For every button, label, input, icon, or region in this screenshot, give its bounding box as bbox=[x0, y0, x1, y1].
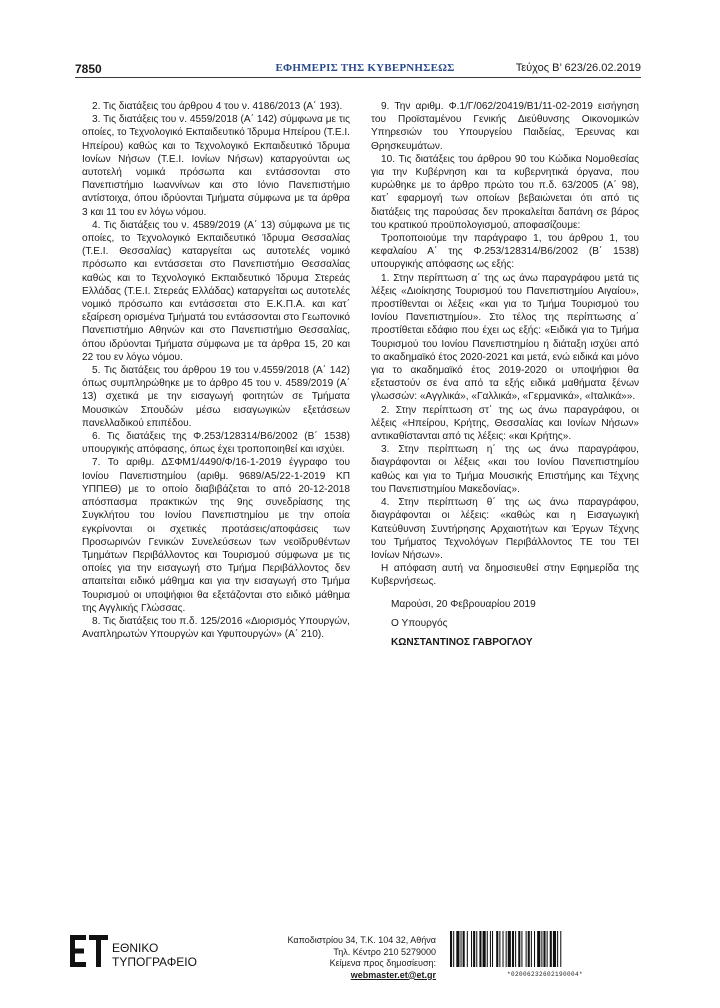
signature-name: ΚΩΝΣΤΑΝΤΙΝΟΣ ΓΑΒΡΟΓΛΟΥ bbox=[391, 636, 533, 648]
email-label: Κείμενα προς δημοσίευση: bbox=[329, 958, 436, 969]
barcode-bar bbox=[456, 931, 459, 967]
barcode-bar bbox=[508, 931, 511, 967]
paragraph: 9. Την αριθμ. Φ.1/Γ/062/20419/Β1/11-02-2019 εισήγηση του Προϊσταμένου Γενικής Διεύθυνσης Οικονομικών Υπηρεσιών του Υπουργείου Παιδείας, Έρευνας και Θρησκευμάτων. bbox=[371, 101, 639, 152]
barcode-bar bbox=[463, 931, 465, 967]
barcode-bar bbox=[467, 931, 468, 967]
paragraph: 2. Τις διατάξεις του άρθρου 4 του ν. 4186/2013 (Α΄ 193). bbox=[92, 101, 343, 112]
barcode-bar bbox=[471, 931, 472, 967]
paragraph: 3. Τις διατάξεις του ν. 4559/2018 (Α΄ 142) σύμφωνα με τις οποίες, το Τεχνολογικό Εκπαιδευτικό Ίδρυμα Ηπείρου (Τ.Ε.Ι. Ηπείρου) καθώς και το Τεχνολογικό Εκπαιδευτικό Ίδρυμα Ιονίων Νήσων (Τ.Ε.Ι. Ιονίων Νήσων) καταργούνται ως αυτοτελή νομικά πρόσωπα και εντάσσονται στο Πανεπιστήμιο Ιωαννίνων και στο Ιόνιο Πανεπιστήμιο αντίστοιχα, όπου ιδρύονται Τμήματα σύμφωνα με τα άρθρα 3 και 11 του εν λόγω νόμου. bbox=[82, 114, 350, 218]
barcode-bar bbox=[492, 931, 493, 967]
right-column bbox=[371, 100, 639, 649]
paragraph: 8. Τις διατάξεις του π.δ. 125/2016 «Διορισμός Υπουργών, Αναπληρωτών Υπουργών και Υφυπουργών» (Α΄ 210). bbox=[82, 615, 350, 641]
phone: Τηλ. Κέντρο 210 5279000 bbox=[333, 946, 436, 957]
barcode-bar bbox=[521, 931, 522, 967]
barcode-bar bbox=[534, 931, 535, 967]
barcode-bar bbox=[506, 931, 507, 967]
barcode-bar bbox=[473, 931, 475, 967]
barcode-bar bbox=[550, 931, 552, 967]
barcode-bar bbox=[557, 931, 558, 967]
barcode-bar bbox=[541, 931, 542, 967]
gazette-title: ΕΦΗΜΕΡΙΣ ΤΗΣ ΚΥΒΕΡΝΗΣΕΩΣ bbox=[275, 62, 455, 74]
barcode-bar bbox=[487, 931, 488, 967]
paragraph: 4. Τις διατάξεις του ν. 4589/2019 (Α΄ 13) σύμφωνα με τις οποίες, το Τεχνολογικό Εκπαιδευτικό Ίδρυμα Θεσσαλίας (Τ.Ε.Ι. Θεσσαλίας) καταργείται ως αυτοτελές νομικό πρόσωπο και εντάσσεται στο Πανεπιστήμιο Θεσσαλίας καθώς και το Τεχνολογικό Εκπαιδευτικό Ίδρυμα Στερεάς Ελλάδας (Τ.Ε.Ι. Στερεάς Ελλάδας) καταργείται ως αυτοτελές νομικό πρόσωπο και εντάσσεται στο Ε.Κ.Π.Α. και κατ΄ εξαίρεση ορισμένα Τμήματά του εντάσσονται στο Γεωπονικό Πανεπιστήμιο Αθηνών και στο Πανεπιστήμιο Θεσσαλίας, όπου ιδρύονται Τμήματα σύμφωνα με τα άρθρα 15, 20 και 22 του εν λόγω νόμου. bbox=[82, 219, 350, 363]
issue-reference: Τεύχος B’ 623/26.02.2019 bbox=[515, 62, 641, 74]
barcode-bar bbox=[543, 931, 545, 967]
paragraph: 5. Τις διατάξεις του άρθρου 19 του ν.4559/2018 (Α΄ 142) όπως συμπληρώθηκε με το άρθρο 45 του ν. 4589/2019 (Α΄ 13) σχετικά με την εισαγωγή φοιτητών σε Τμήματα Μουσικών Σπουδών μέσω εισαγωγικών εξετάσεων πανελλαδικού επιπέδου. bbox=[82, 365, 350, 429]
barcode-bar bbox=[515, 931, 516, 967]
paragraph: Τροποποιούμε την παράγραφο 1, του άρθρου 1, του κεφαλαίου Α΄ της Φ.253/128314/Β6/2002 (Β΄ 1538) υπουργικής απόφασης ως εξής: bbox=[371, 233, 639, 271]
paragraph: 10. Τις διατάξεις του άρθρου 90 του Κώδικα Νομοθεσίας για την Κυβέρνηση και τα κυβερνητικά όργανα, που κυρώθηκε με το άρθρο πρώτο του π.δ. 63/2005 (Α΄ 98), κατ΄ εφαρμογή των οποίων βεβαιώνεται ότι από τις διατάξεις της παρούσας δεν προκαλείται δαπάνη σε βάρος του κρατικού προϋπολογισμού, αποφασίζουμε: bbox=[371, 153, 639, 231]
barcode-bar bbox=[526, 931, 527, 967]
et-logo-icon bbox=[70, 935, 108, 967]
page-header bbox=[75, 60, 641, 78]
barcode-bar bbox=[476, 931, 477, 967]
paragraph: 6. Τις διατάξεις της Φ.253/128314/Β6/2002 (Β΄ 1538) υπουργικής απόφασης, όπως έχει τροποποιηθεί και ισχύει. bbox=[82, 431, 350, 456]
paragraph: 1. Στην περίπτωση α΄ της ως άνω παραγράφου μετά τις λέξεις «Διοίκησης Τουρισμού του Πανεπιστημίου Αιγαίου», προστίθενται οι λέξεις «και για το Τμήμα Τουρισμού του Ιονίου Πανεπιστημίου». Στο τέλος της περίπτωσης α΄ προστίθεται εδάφιο που έχει ως εξής: «Ειδικά για το Τμήμα Τουρισμού του Ιονίου Πανεπιστημίου η διάταξη ισχύει από το ακαδημαϊκό έτος 2020-2021 και μετά, ενώ ειδικά και μόνο για το ακαδημαϊκό έτος 2019-2020 οι υποψήφιοι θα εξεταστούν σε ένα από τα εξής ειδικά μαθήματα ξένων γλωσσών: «Αγγλικά», «Γαλλικά», «Γερμανικά», «Ιταλικά»». bbox=[371, 272, 639, 403]
page-number: 7850 bbox=[75, 62, 102, 76]
barcode-bar bbox=[528, 931, 530, 967]
barcode-bar bbox=[547, 931, 548, 967]
barcode-bar bbox=[512, 931, 514, 967]
logo-text-line2: ΤΥΠΟΓΡΑΦΕΙΟ bbox=[112, 955, 197, 969]
submission-email-line bbox=[260, 958, 436, 981]
barcode-bar bbox=[537, 931, 540, 967]
header-divider bbox=[75, 77, 641, 78]
paragraph: 3. Στην περίπτωση η΄ της ως άνω παραγράφου, διαγράφονται οι λέξεις «και του Ιονίου Πανεπιστημίου καθώς και για το Τμήμα Μουσικής Επιστήμης και Τέχνης του Πανεπιστημίου Μακεδονίας». bbox=[371, 444, 639, 495]
contact-info bbox=[260, 935, 436, 981]
barcode-bars bbox=[448, 931, 642, 969]
barcode-bar bbox=[553, 931, 556, 967]
barcode-bar bbox=[503, 931, 504, 967]
paragraph: 2. Στην περίπτωση στ΄ της ως άνω παραγράφου, οι λέξεις «Ηπείρου, Κρήτης, Θεσσαλίας και Ιονίων Νήσων» αντικαθίστανται από τις λέξεις: «και Κρήτης». bbox=[371, 404, 639, 443]
signature-block bbox=[371, 598, 639, 650]
barcode-bar bbox=[483, 931, 486, 967]
barcode bbox=[448, 931, 642, 979]
barcode-bar bbox=[531, 931, 532, 967]
barcode-bar bbox=[518, 931, 520, 967]
page-footer bbox=[0, 928, 720, 988]
barcode-bar bbox=[453, 931, 454, 967]
logo-text-line1: ΕΘΝΙΚΟ bbox=[112, 941, 159, 955]
paragraph: 4. Στην περίπτωση θ΄ της ως άνω παραγράφου, διαγράφονται οι λέξεις: «καθώς και η Εισαγωγική Κατεύθυνση Συντήρησης Αρχαιοτήτων και Έργων Τέχνης του Τμήματος Τεχνολόγων Περιβάλλοντος ΤΕ του ΤΕΙ Ιονίων Νήσων». bbox=[371, 497, 639, 561]
paragraph: Η απόφαση αυτή να δημοσιευθεί στην Εφημερίδα της Κυβερνήσεως. bbox=[371, 563, 639, 588]
barcode-bar bbox=[499, 931, 500, 967]
address: Καποδιστρίου 34, Τ.Κ. 104 32, Αθήνα bbox=[287, 935, 436, 945]
signature-place-date: Μαρούσι, 20 Φεβρουαρίου 2019 bbox=[391, 598, 536, 610]
left-column bbox=[82, 100, 350, 641]
barcode-bar bbox=[496, 931, 498, 967]
barcode-number: *02006232602190004* bbox=[506, 971, 583, 978]
barcode-bar bbox=[490, 931, 491, 967]
signature-role: Ο Υπουργός bbox=[391, 617, 448, 629]
barcode-bar bbox=[479, 931, 481, 967]
barcode-bar bbox=[461, 931, 462, 967]
paragraph: 7. Το αριθμ. ΔΣΦΜ1/4490/Φ/16-1-2019 έγγραφο του Ιονίου Πανεπιστημίου (αριθμ. 9689/Α5/22-1-2019 ΚΠ ΥΠΠΕΘ) με το οποίο διαβιβάζεται το από 20-12-2018 απόσπασμα πρακτικών της 9ης συνεδρίασης της Συγκλήτου του Ιονίου Πανεπιστημίου με την οποία εγκρίνονται οι σχετικές προτάσεις/αποφάσεις των Προσωρινών Γενικών Συνελεύσεων των νεοϊδρυθέντων Τμημάτων Περιβάλλοντος και Τουρισμού σύμφωνα με τις οποίες για την εισαγωγή στο Τμήμα Περιβάλλοντος δεν απαιτείται ειδικό μάθημα και για την εισαγωγή στο Τμήμα Τουρισμού οι υποψήφιοι θα εξετάζονται στο ειδικό μάθημα της Αγγλικής Γλώσσας. bbox=[82, 457, 350, 614]
email-link[interactable]: webmaster.et@et.gr bbox=[350, 969, 436, 980]
barcode-bar bbox=[560, 931, 561, 967]
national-printing-office-logo bbox=[70, 935, 200, 975]
barcode-bar bbox=[450, 931, 452, 967]
